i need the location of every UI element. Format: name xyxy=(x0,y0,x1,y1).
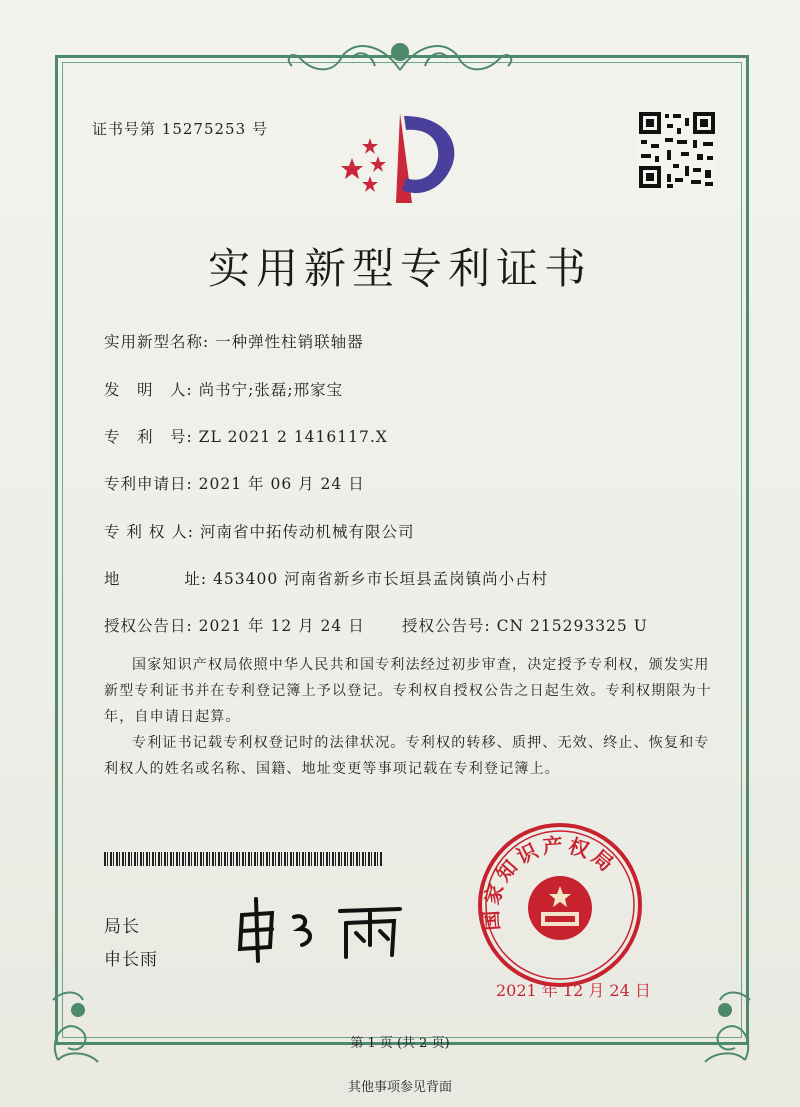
body-paragraph-1: 国家知识产权局依照中华人民共和国专利法经过初步审查，决定授予专利权，颁发实用新型专利证书并在专利登记簿上予以登记。专利权自授权公告之日起生效。专利权期限为十年，自申请日起算。 xyxy=(104,657,712,725)
address-row xyxy=(104,567,548,589)
apply-date-row xyxy=(104,472,365,494)
inventor-value: 尚书宁;张磊;邢家宝 xyxy=(198,381,344,399)
patent-number-value: ZL 2021 2 1416117.X xyxy=(198,428,388,446)
apply-date-label: 专利申请日: xyxy=(104,475,193,493)
seal-text: 国家知识产权局 xyxy=(478,832,622,932)
name-row xyxy=(104,330,364,352)
owner-row xyxy=(104,520,414,542)
qr-code-icon xyxy=(637,110,717,190)
certificate-title: 实用新型专利证书 xyxy=(207,244,592,293)
cnipa-logo-icon xyxy=(340,108,470,208)
patent-number-label: 专 利 号: xyxy=(104,428,193,446)
grant-date-label: 授权公告日: xyxy=(104,617,193,635)
grant-number-value: CN 215293325 U xyxy=(496,617,648,635)
address-value: 453400 河南省新乡市长垣县孟岗镇尚小占村 xyxy=(213,570,549,588)
top-ornament-icon xyxy=(280,30,520,80)
inventor-label: 发 明 人: xyxy=(104,381,193,399)
body-paragraph-2: 专利证书记载专利权登记时的法律状况。专利权的转移、质押、无效、终止、恢复和专利权人的姓名或名称、国籍、地址变更等事项记载在专利登记簿上。 xyxy=(104,735,710,777)
certificate-number-value: 15275253 xyxy=(161,120,247,138)
owner-label: 专 利 权 人: xyxy=(104,523,195,541)
address-label-suffix: 址: xyxy=(184,570,208,588)
grant-number-label: 授权公告号: xyxy=(402,617,491,635)
barcode xyxy=(104,852,382,866)
bottom-right-ornament-icon xyxy=(685,980,765,1070)
name-label: 实用新型名称: xyxy=(104,333,210,351)
patent-number-row xyxy=(104,425,388,447)
handwritten-signature-icon xyxy=(232,895,412,965)
address-label: 地 xyxy=(104,570,121,588)
apply-date-value: 2021 年 06 月 24 日 xyxy=(198,475,365,493)
certificate-number-suffix: 号 xyxy=(251,120,268,138)
grant-number-row xyxy=(402,614,648,636)
name-value: 一种弹性柱销联轴器 xyxy=(215,333,364,351)
grant-date-value: 2021 年 12 月 24 日 xyxy=(198,617,365,635)
seal-date: 2021 年 12 月 24 日 xyxy=(496,981,651,1000)
footer-note: 其他事项参见背面 xyxy=(347,1080,452,1095)
page-indicator: 第 1 页 (共 2 页) xyxy=(350,1036,450,1051)
certificate-number-label: 证书号第 xyxy=(92,120,157,138)
director-title: 局长 xyxy=(104,917,140,937)
bottom-left-ornament-icon xyxy=(38,980,118,1070)
inventor-row xyxy=(104,378,343,400)
certificate-number xyxy=(92,118,268,139)
grant-date-row xyxy=(104,614,365,636)
owner-value: 河南省中拓传动机械有限公司 xyxy=(199,523,415,541)
director-name: 申长雨 xyxy=(104,950,158,970)
official-seal-icon xyxy=(475,820,645,990)
